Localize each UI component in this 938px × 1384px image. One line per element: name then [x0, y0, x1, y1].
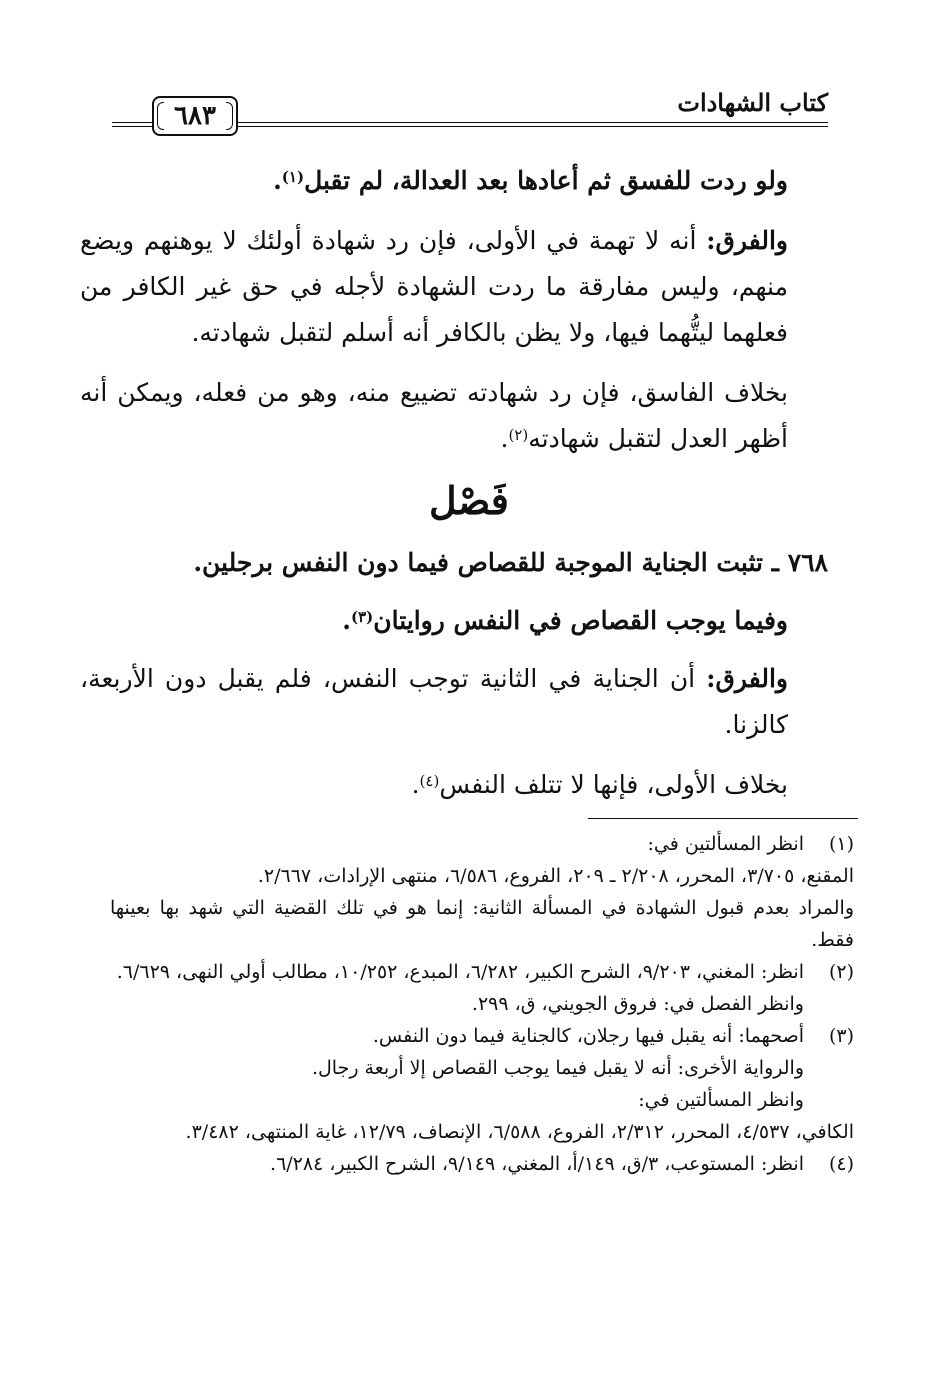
footnote-line: الكافي، ٤/٥٣٧، المحرر، ٢/٣١٢، الفروع، ٦/٥٨٨، الإنصاف، ١٢/٧٩، غاية المنتهى، ٣/٤٨٢. [185, 1121, 854, 1143]
paragraph: بخلاف الفاسق، فإن رد شهادته تضييع منه، وهو من فعله، ويمكن أنه أظهر العدل لتقبل شهادته$^{(٢)}$. [80, 378, 788, 453]
footnote [110, 1020, 854, 1148]
page-header [112, 86, 828, 136]
paragraph-text: ولو ردت للفسق ثم أعادها بعد العدالة، لم تقبل [304, 166, 788, 195]
footnote [110, 956, 854, 1020]
footnote-line: المقنع، ٣/٧٠٥، المحرر، ٢/٢٠٨ ـ ٢٠٩، الفروع، ٦/٥٨٦، منتهى الإرادات، ٢/٦٦٧. [257, 865, 854, 887]
footnote-line: انظر: المستوعب، ٣/ق، ١٤٩/أ، المغني، ٩/١٤٩، الشرح الكبير، ٦/٢٨٤. [270, 1153, 804, 1175]
footnotes [110, 828, 854, 1180]
footnote-line: وانظر المسألتين في: [638, 1089, 804, 1111]
paragraph-text: بخلاف الفاسق، فإن رد شهادته تضييع منه، وهو من فعله، ويمكن أنه أظهر العدل لتقبل شهادته [80, 378, 788, 453]
paragraph-lead: والفرق: [706, 226, 788, 255]
paragraph: بخلاف الأولى، فإنها لا تتلف النفس$^{(٤)}$. [411, 770, 788, 799]
footnote-number: (٤) [828, 1153, 854, 1175]
header-rule [238, 126, 828, 127]
section-title: فَصْل [429, 478, 509, 523]
footnote-ref: (٤) [419, 772, 440, 790]
paragraph-lead: والفرق: [706, 664, 788, 693]
paragraph [80, 218, 828, 356]
main-text [80, 158, 828, 462]
footnote-ref: (٢) [508, 426, 529, 444]
paragraph: ولو ردت للفسق ثم أعادها بعد العدالة، لم تقبل$^{(١)}$. [273, 166, 788, 195]
footnote-ref: (١) [281, 168, 305, 186]
paragraph-text: وفيما يوجب القصاص في النفس روايتان [373, 606, 788, 635]
header-rule [112, 122, 152, 123]
page-number: ٦٨٣ [152, 96, 238, 136]
footnote-number: (٣) [828, 1025, 854, 1047]
paragraph-text: أنه لا تهمة في الأولى، فإن رد شهادة أولئك لا يوهنهم ويضع منهم، وليس مفارقة ما ردت الشهادة لأجله في حق غير الكافر من فعلهما ليتُّهما فيها، ولا يظن بالكافر أنه أسلم لتقبل شهادته. [80, 226, 788, 347]
main-text [80, 540, 828, 808]
footnote-line: انظر: المغني، ٩/٢٠٣، الشرح الكبير، ٦/٢٨٢، المبدع، ١٠/٢٥٢، مطالب أولي النهى، ٦/٦٢٩. [116, 961, 804, 983]
footnote-line: انظر المسألتين في: [647, 833, 804, 855]
footnote-number: (٢) [828, 961, 854, 983]
paragraph [80, 540, 828, 586]
footnote-line: أصحهما: أنه يقبل فيها رجلان، كالجناية فيما دون النفس. [372, 1025, 804, 1047]
header-rule [112, 126, 152, 127]
paragraph-text: ٧٦٨ ـ تثبت الجناية الموجبة للقصاص فيما دون النفس برجلين. [193, 548, 828, 577]
paragraph [80, 656, 828, 748]
footnote-ref: (٣) [350, 608, 374, 626]
footnote-separator [588, 818, 858, 819]
paragraph-text: أن الجناية في الثانية توجب النفس، فلم يقبل دون الأربعة، كالزنا. [80, 664, 788, 739]
paragraph: وفيما يوجب القصاص في النفس روايتان$^{(٣)}$. [342, 606, 788, 635]
footnote-number: (١) [828, 833, 854, 855]
paragraph-text: بخلاف الأولى، فإنها لا تتلف النفس [439, 770, 788, 799]
footnote-line: والرواية الأخرى: أنه لا يقبل فيما يوجب القصاص إلا أربعة رجال. [311, 1057, 804, 1079]
footnote-line: وانظر الفصل في: فروق الجويني، ق، ٢٩٩. [471, 993, 804, 1015]
footnote [110, 1148, 854, 1180]
header-rule [238, 122, 828, 123]
footnote [110, 828, 854, 956]
footnote-line: والمراد بعدم قبول الشهادة في المسألة الثانية: إنما هو في تلك القضية التي شهد بها بعينها فقط. [110, 897, 854, 951]
book-title: كتاب الشهادات [677, 88, 828, 117]
